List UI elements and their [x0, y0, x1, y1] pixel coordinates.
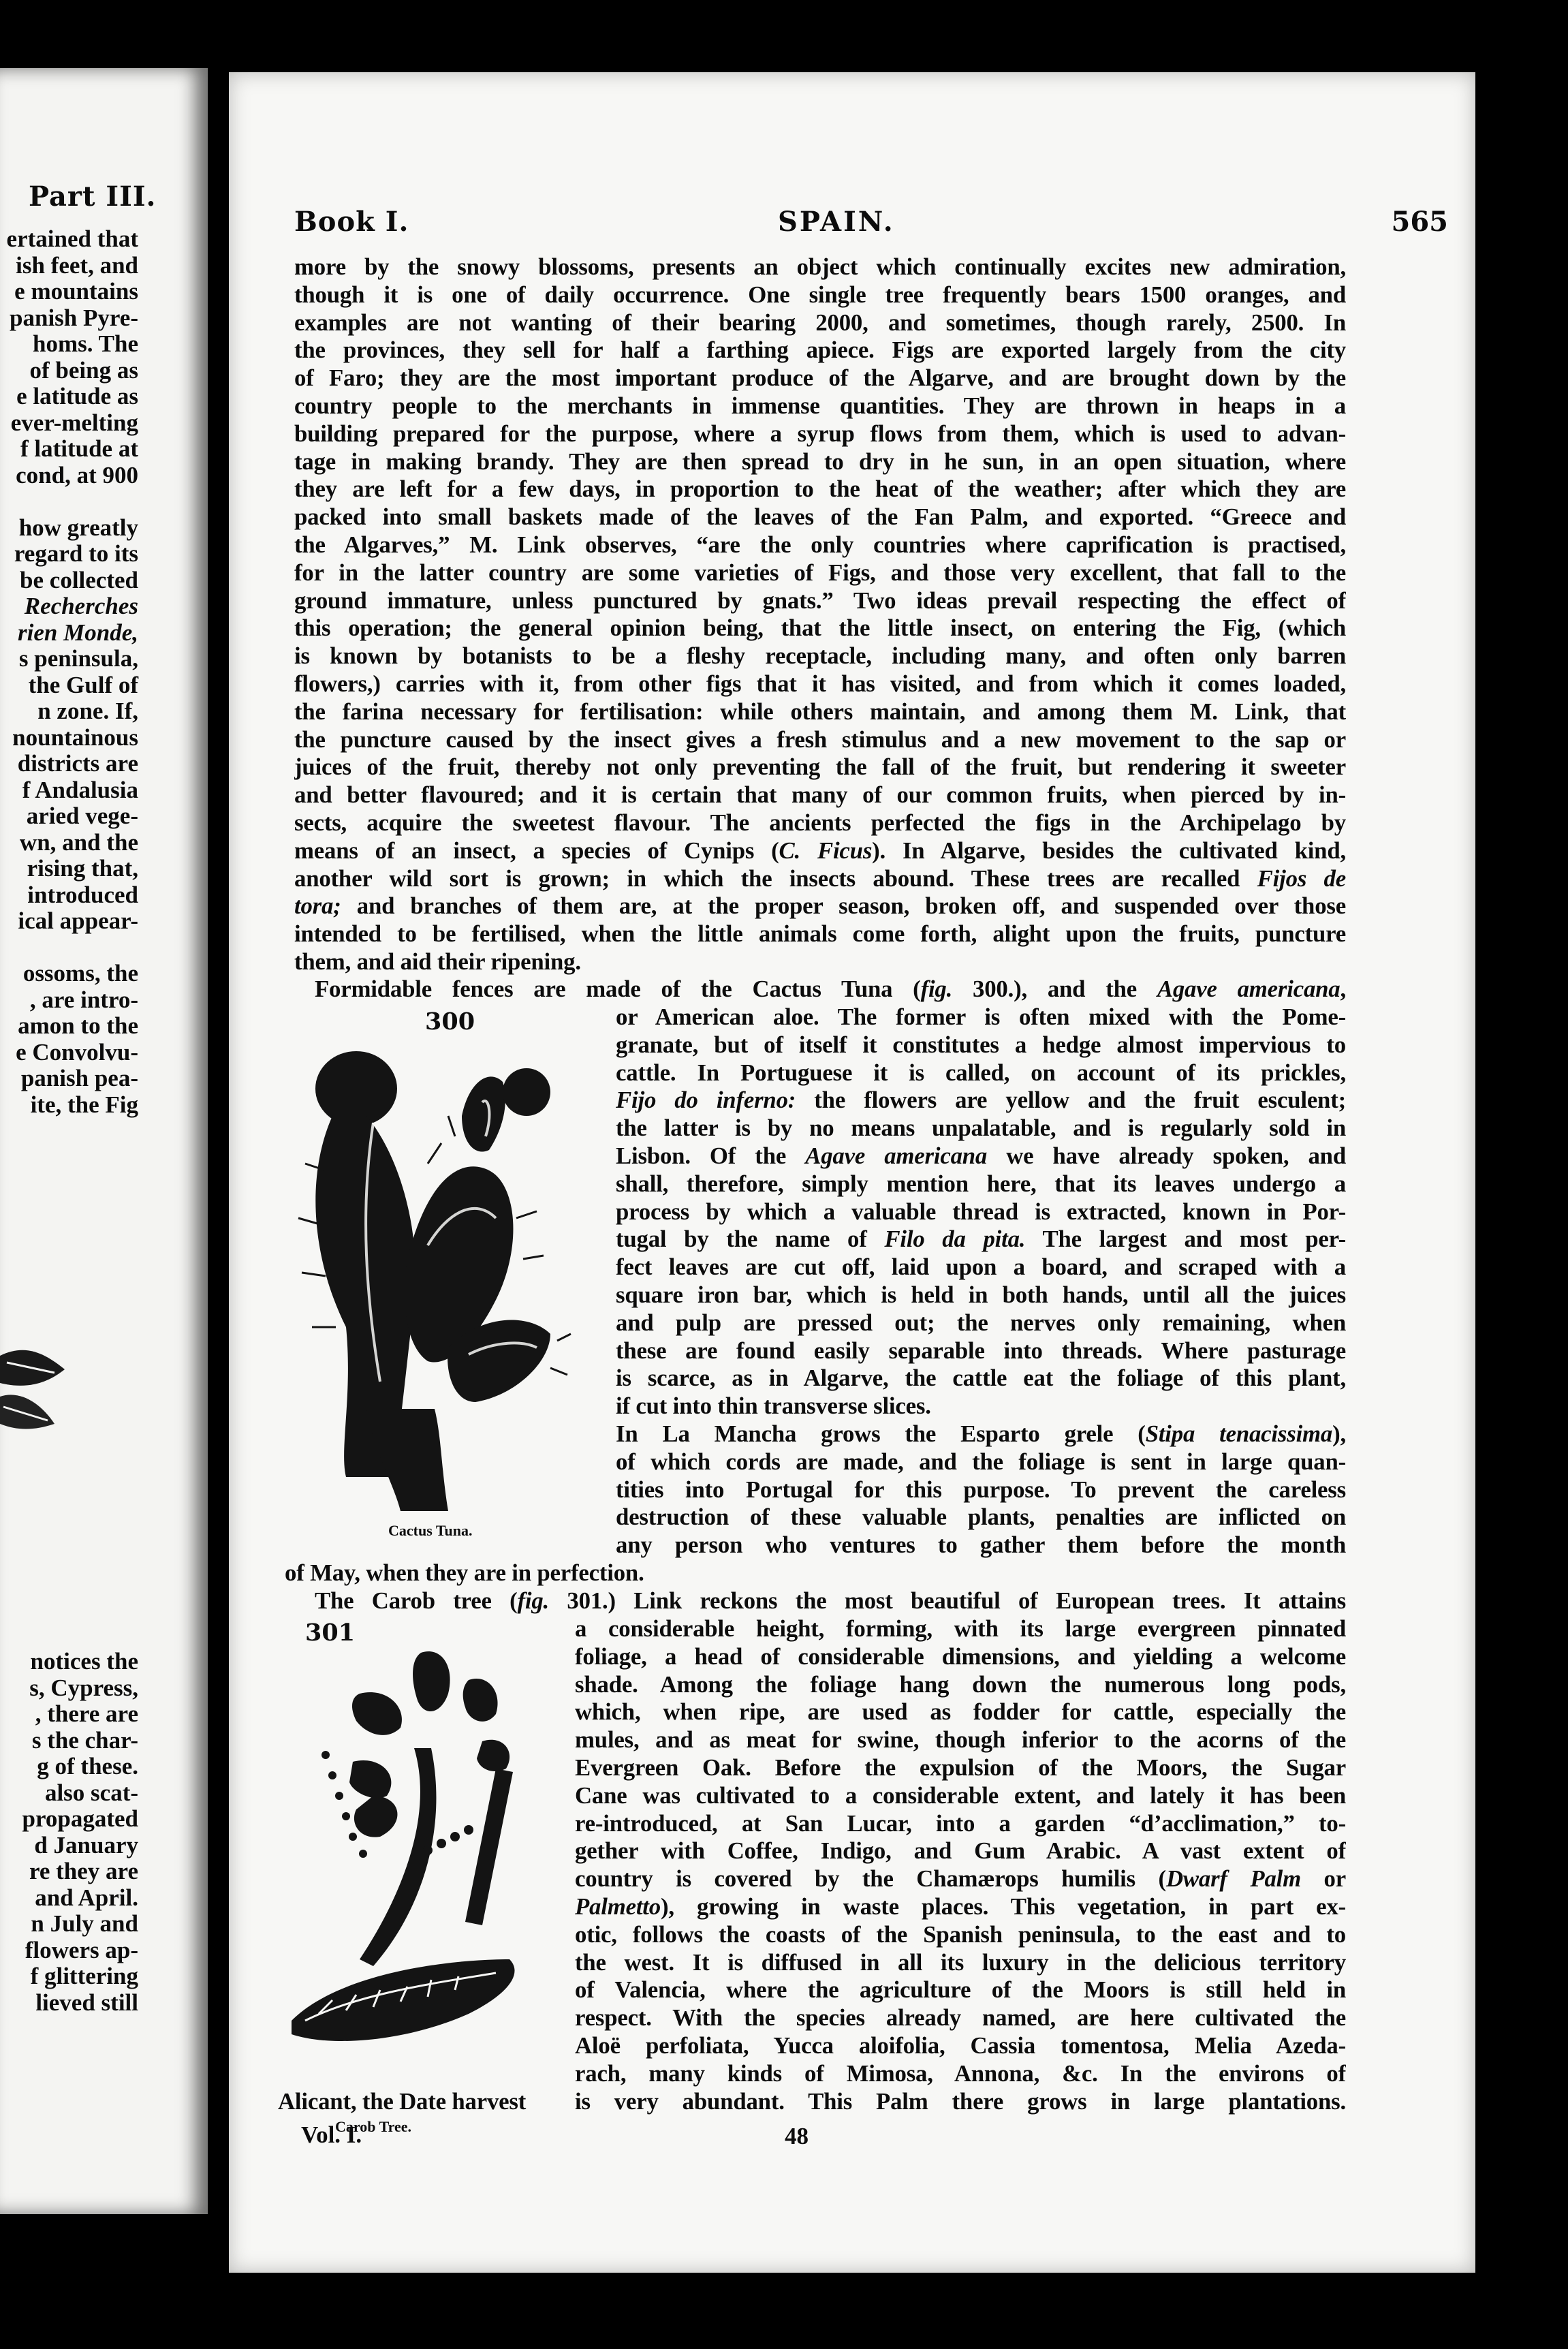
left-page-header: Part III.	[29, 181, 157, 213]
left-text-line: f glittering	[30, 1963, 138, 1989]
left-text-line: and April.	[35, 1884, 138, 1911]
text-line: otic, follows the coasts of the Spanish peninsula, to the east and to	[575, 1920, 1346, 1948]
text-line: The Carob tree (fig. 301.) Link reckons the most beautiful of European trees. It attains	[315, 1587, 1346, 1614]
text-line: the latter is by no means unpalatable, and is regularly sold in	[616, 1115, 1346, 1142]
text-line: flowers,) carries with it, from other figs that it has visited, and from which it comes loaded,	[294, 670, 1346, 697]
left-text-line: regard to its	[14, 540, 138, 567]
paragraph-esparto-last-line	[285, 1559, 966, 1587]
left-page-plant-illustration	[0, 1294, 75, 1499]
text-line: shall, therefore, simply mention here, that its leaves undergo a	[616, 1170, 1346, 1197]
text-line: examples are not wanting of their bearing 2000, and sometimes, though rarely, 2500. In	[294, 309, 1346, 336]
left-text-line: g of these.	[37, 1753, 138, 1779]
paragraph-carob-first-line	[315, 1587, 1346, 1615]
text-line: juices of the fruit, thereby not only preventing the fall of the fruit, but rendering it sweeter	[294, 753, 1346, 781]
left-text-line: s peninsula,	[18, 645, 138, 672]
left-text-line: e latitude as	[16, 383, 138, 409]
left-text-line: Recherches	[24, 593, 138, 619]
left-text-line: propagated	[22, 1805, 138, 1832]
left-text-line: s, Cypress,	[29, 1674, 138, 1701]
text-line: these are found easily separable into threads. Where pasturage	[616, 1337, 1346, 1364]
left-text-line: lieved still	[35, 1989, 138, 2016]
text-line: this operation; the general opinion being, that the little insect, on entering the Fig, (which	[294, 615, 1346, 642]
text-line: square iron bar, which is held in both hands, until all the juices	[616, 1281, 1346, 1308]
text-line: Fijo do inferno: the flowers are yellow and the fruit esculent;	[616, 1087, 1346, 1114]
left-facing-page	[0, 68, 208, 2214]
text-line: the farina necessary for fertilisation: while others maintain, and among them M. Link, that	[294, 698, 1346, 725]
left-text-line: f latitude at	[20, 435, 138, 462]
left-text-line: , there are	[35, 1700, 138, 1727]
text-line: destruction of these valuable plants, penalties are inflicted on	[616, 1504, 1346, 1531]
figure-301-caption: Carob Tree.	[335, 2118, 412, 2135]
left-text-line: how greatly	[18, 514, 138, 541]
text-line: a considerable height, forming, with its large evergreen pinnated	[575, 1615, 1346, 1642]
text-line: they are left for a few days, in proportion to the heat of the weather; after which they are	[294, 476, 1346, 503]
paragraph-figs	[294, 253, 1346, 976]
left-text-line: ical appear-	[18, 907, 138, 934]
left-text-line	[7, 488, 138, 515]
text-line: fect leaves are cut off, laid upon a board, and scraped with a	[616, 1254, 1346, 1281]
left-text-line: n July and	[31, 1910, 138, 1937]
text-line: process by which a valuable thread is extracted, known in Por-	[616, 1198, 1346, 1225]
text-line: though it is one of daily occurrence. One single tree frequently bears 1500 oranges, and	[294, 281, 1346, 308]
left-text-line: also scat-	[44, 1779, 138, 1806]
text-line: shade. Among the foliage hang down the numerous long pods,	[575, 1670, 1346, 1698]
left-text-line	[7, 935, 138, 961]
text-line: tage in making brandy. They are then spread to dry in he sun, in an open situation, where	[294, 448, 1346, 475]
text-line: gether with Coffee, Indigo, and Gum Arabic. A vast extent of	[575, 1837, 1346, 1865]
text-line: is scarce, as in Algarve, the cattle eat the foliage of this plant,	[616, 1365, 1346, 1392]
left-page-text-bottom	[22, 1649, 139, 2016]
left-text-line: ish feet, and	[16, 251, 138, 279]
text-line: granate, but of itself it constitutes a hedge almost impervious to	[616, 1031, 1346, 1058]
signature-mark: 48	[785, 2123, 809, 2149]
figure-300-number: 300	[425, 1008, 475, 1036]
left-text-line: of being as	[29, 356, 138, 384]
text-line: the puncture caused by the insect gives a fresh stimulus and a new movement to the sap or	[294, 726, 1346, 753]
text-line: sects, acquire the sweetest flavour. The ancients perfected the figs in the Archipelago by	[294, 809, 1346, 836]
carob-tree-illustration	[278, 1639, 564, 2116]
text-line: mules, and as meat for swine, though inferior to the acorns of the	[575, 1726, 1346, 1754]
text-line: or American aloe. The former is often mixed with the Pome-	[616, 1004, 1346, 1030]
left-text-line: e Convolvu-	[16, 1038, 138, 1065]
figure-301-number: 301	[305, 1619, 356, 1647]
text-line: foliage, a head of considerable dimensions, and yielding a welcome	[575, 1643, 1346, 1670]
left-text-line: panish pea-	[20, 1065, 138, 1091]
left-text-line: homs. The	[33, 330, 138, 357]
left-text-line: wn, and the	[19, 828, 138, 856]
text-line: for in the latter country are some varieties of Figs, and those very excellent, that fall to the	[294, 559, 1346, 586]
left-text-line: ossoms, the	[22, 960, 138, 986]
text-line: In La Mancha grows the Esparto grele (Stipa tenacissima),	[616, 1420, 1346, 1447]
text-line: if cut into thin transverse slices.	[616, 1393, 931, 1420]
text-line: the Algarves,” M. Link observes, “are the only countries where caprification is practised,	[294, 531, 1346, 558]
text-line: the west. It is diffused in all its luxury in the delicious territory	[575, 1948, 1346, 1976]
text-line: is known by botanists to be a fleshy receptacle, including many, and often only barren	[294, 642, 1346, 670]
paragraph-carob-column	[575, 1615, 1346, 2088]
left-text-line: ever-melting	[10, 409, 138, 436]
text-line: of Faro; they are the most important produce of the Algarve, and are brought down by the	[294, 364, 1346, 392]
text-line: Alicant, the Date harvest	[278, 2088, 527, 2115]
page-number: 565	[1391, 206, 1448, 238]
text-line: means of an insect, a species of Cynips (C. Ficus). In Algarve, besides the cultivated kind,	[294, 837, 1346, 864]
text-line: which, when ripe, are used as fodder for cattle, especially the	[575, 1698, 1346, 1726]
text-line: Formidable fences are made of the Cactus Tuna (fig. 300.), and the Agave americana,	[315, 976, 1346, 1002]
text-line: country is covered by the Chamærops humilis (Dwarf Palm or	[575, 1865, 1346, 1893]
text-line: intended to be fertilised, when the little animals come forth, alight upon the fruits, puncture	[294, 920, 1346, 948]
text-line: the provinces, they sell for half a farthing apiece. Figs are exported largely from the city	[294, 337, 1346, 364]
left-text-line: rien Monde,	[18, 619, 138, 646]
text-line: more by the snowy blossoms, presents an object which continually excites new admiration,	[294, 253, 1346, 280]
left-text-line: rising that,	[27, 855, 138, 882]
left-text-line: panish Pyre-	[10, 304, 138, 331]
text-line: and pulp are pressed out; the nerves only remaining, when	[616, 1309, 1346, 1336]
text-line: another wild sort is grown; in which the insects abound. These trees are recalled Fijos de	[294, 865, 1346, 892]
text-line: Palmetto), growing in waste places. This vegetation, in part ex-	[575, 1893, 1346, 1920]
left-text-line: re they are	[29, 1858, 138, 1884]
text-line: tugal by the name of Filo da pita. The largest and most per-	[616, 1226, 1346, 1253]
text-line: Lisbon. Of the Agave americana we have already spoken, and	[616, 1142, 1346, 1169]
text-line: them, and aid their ripening.	[294, 948, 581, 975]
left-text-line: amon to the	[18, 1012, 138, 1039]
left-text-line: flowers ap-	[25, 1936, 138, 1963]
paragraph-cactus-first-line	[315, 976, 1346, 1004]
left-text-line: introduced	[27, 881, 138, 908]
left-text-line: cond, at 900	[16, 461, 138, 488]
left-text-line: the Gulf of	[28, 671, 138, 698]
paragraph-carob-last-line	[278, 2088, 1346, 2123]
left-text-line: notices the	[30, 1648, 138, 1675]
left-page-text-top	[7, 226, 138, 1118]
main-page	[229, 72, 1475, 2273]
left-text-line: districts are	[17, 750, 138, 777]
left-text-line: f Andalusia	[22, 776, 138, 803]
text-line: country people to the merchants in immense quantities. They are thrown in heaps in a	[294, 392, 1346, 419]
text-line: respect. With the species already named, are here cultivated the	[575, 2004, 1346, 2032]
figure-300-caption: Cactus Tuna.	[388, 1522, 473, 1539]
left-text-line: ertained that	[6, 225, 138, 252]
cactus-tuna-illustration	[292, 1041, 578, 1518]
text-line: of May, when they are in perfection.	[285, 1559, 644, 1586]
left-text-line: n zone. If,	[37, 698, 138, 724]
left-text-line: e mountains	[14, 278, 138, 305]
text-line: re-introduced, at San Lucar, into a garden “d’acclimation,” to-	[575, 1809, 1346, 1837]
text-line: of which cords are made, and the foliage is sent in large quan-	[616, 1448, 1346, 1475]
text-line: ground immature, unless punctured by gnats.” Two ideas prevail respecting the effect of	[294, 587, 1346, 614]
left-text-line: s the char-	[31, 1726, 138, 1754]
chapter-title: SPAIN.	[778, 206, 895, 238]
text-line: rach, many kinds of Mimosa, Annona, &c. In the environs of	[575, 2059, 1346, 2087]
text-line: any person who ventures to gather them before the month	[616, 1531, 1346, 1559]
volume-mark: Vol. I.	[301, 2121, 362, 2148]
text-line: Aloë perfoliata, Yucca aloifolia, Cassia tomentosa, Melia Azeda-	[575, 2032, 1346, 2059]
left-text-line: aried vege-	[26, 803, 138, 829]
text-line: tora; and branches of them are, at the proper season, broken off, and suspended over those	[294, 892, 1346, 920]
paragraph-esparto-column	[616, 1420, 1346, 1559]
text-line: and better flavoured; and it is certain that many of our common fruits, when pierced by in-	[294, 781, 1346, 809]
left-text-line: , are intro-	[29, 986, 138, 1013]
text-line: of Valencia, where the agriculture of the Moors is still held in	[575, 1976, 1346, 2004]
left-text-line: ite, the Fig	[30, 1091, 138, 1118]
left-text-line: be collected	[20, 566, 138, 593]
text-line: Cane was cultivated to a considerable extent, and lately it has been	[575, 1782, 1346, 1809]
left-text-line: d January	[34, 1831, 138, 1858]
text-line: building prepared for the purpose, where a syrup flows from them, which is used to advan-	[294, 420, 1346, 447]
text-line: tities into Portugal for this purpose. To prevent the careless	[616, 1476, 1346, 1503]
text-line: cattle. In Portuguese it is called, on account of its prickles,	[616, 1059, 1346, 1086]
text-line: Evergreen Oak. Before the expulsion of the Moors, the Sugar	[575, 1754, 1346, 1781]
text-line: packed into small baskets made of the leaves of the Fan Palm, and exported. “Greece and	[294, 503, 1346, 531]
running-header	[229, 206, 1475, 247]
left-text-line: nountainous	[12, 724, 138, 751]
text-line: is very abundant. This Palm there grows in large plantations.	[575, 2088, 1346, 2115]
book-label: Book I.	[294, 206, 409, 238]
paragraph-cactus-column	[616, 1004, 1346, 1420]
